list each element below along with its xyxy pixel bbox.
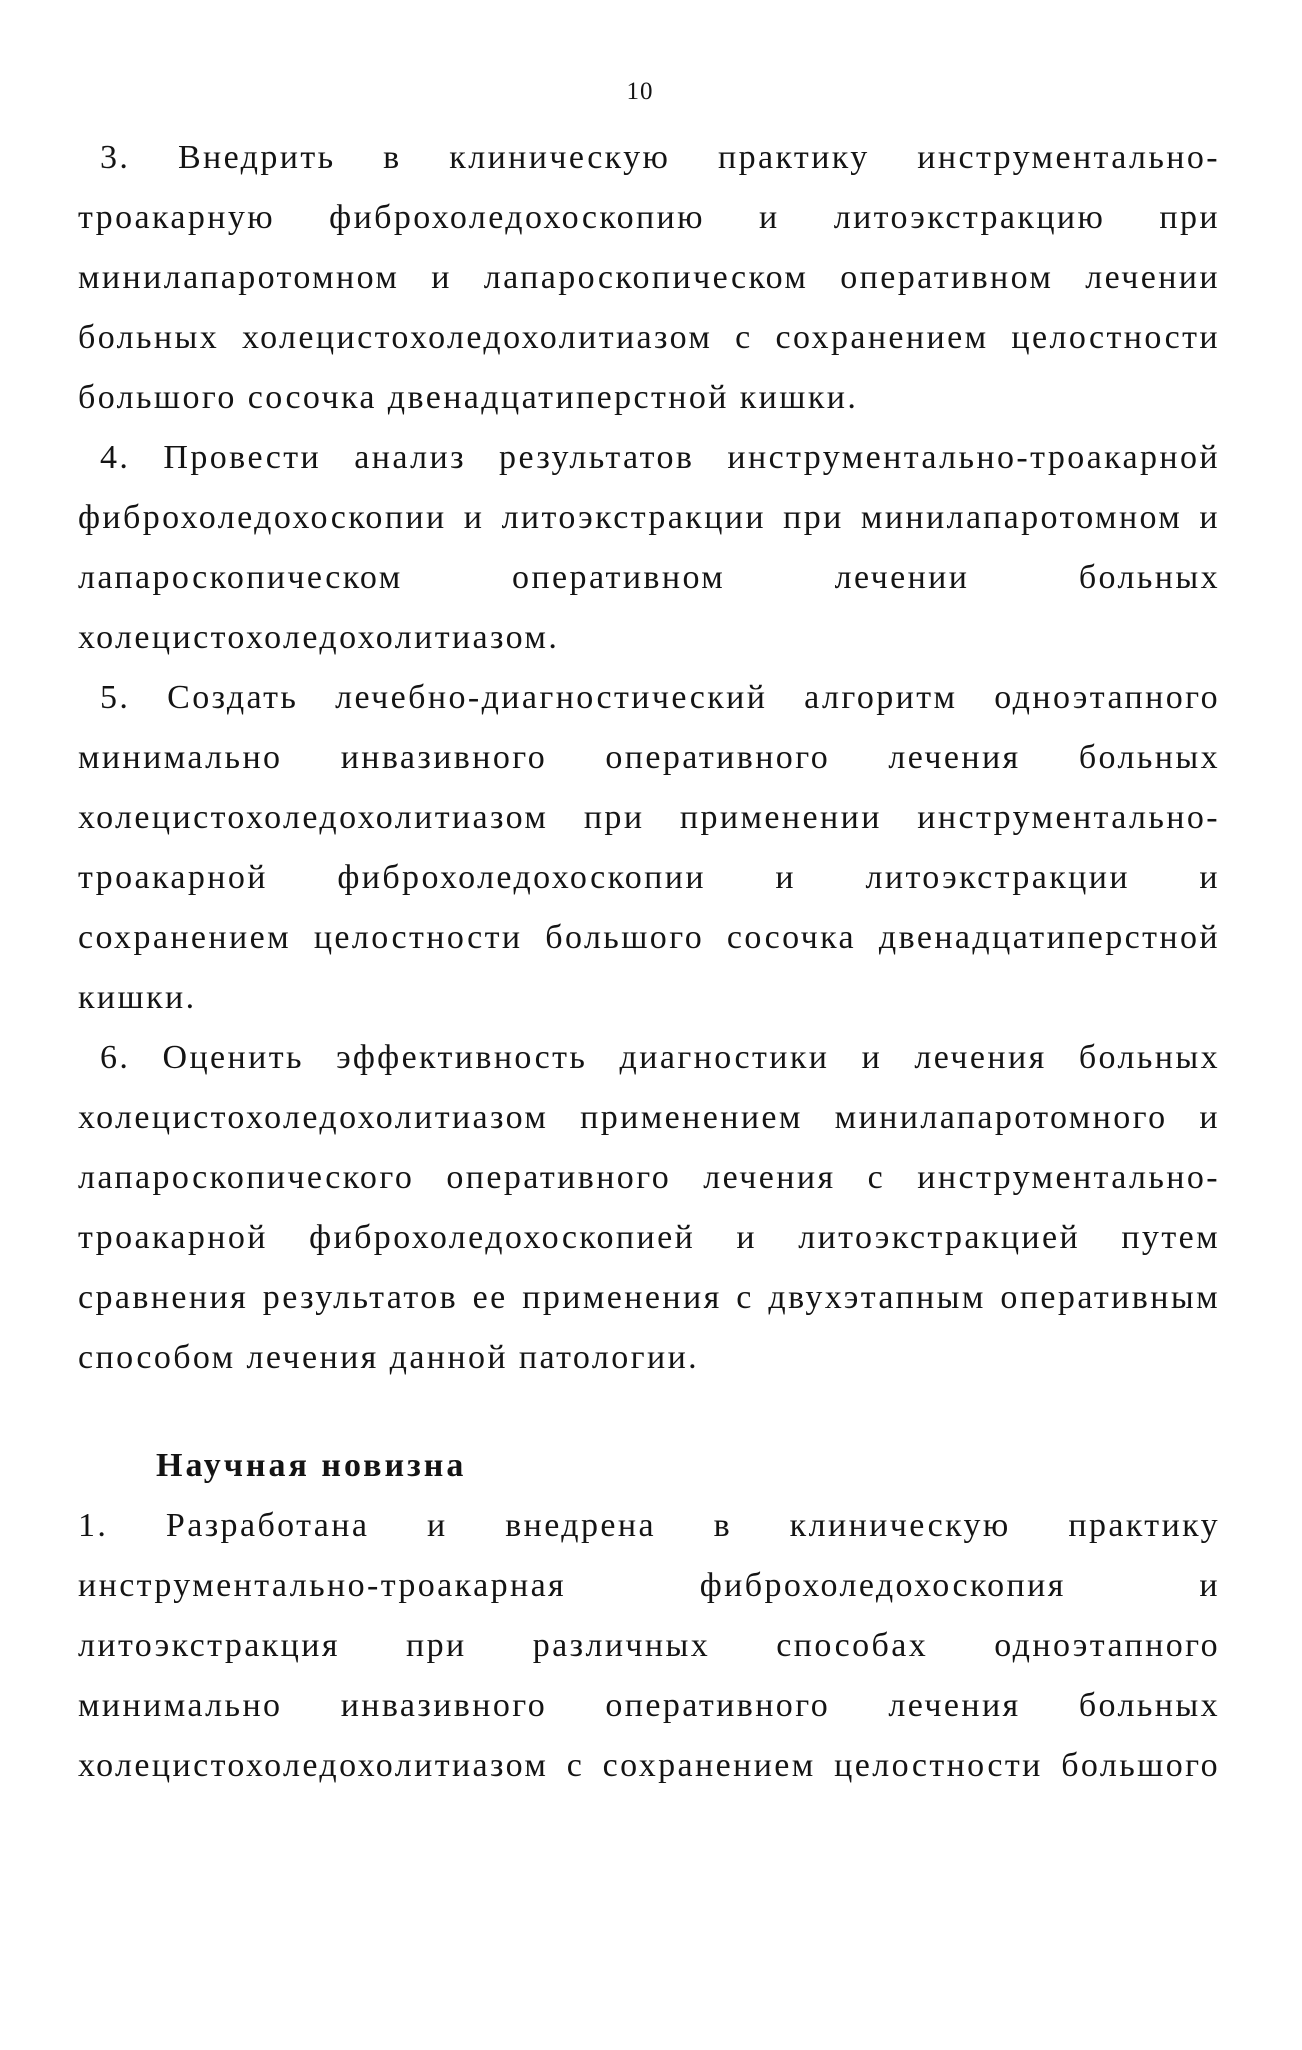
text-line: троакарной фиброхоледохоскопией и литоэкстракцией путем [78,1219,1220,1256]
task-paragraph-3 [78,128,1220,428]
text-line: кишки. [78,979,197,1016]
text-line: холецистохоледохолитиазом при применении инструментально- [78,799,1220,836]
text-line: 1. Разработана и внедрена в клиническую практику [78,1507,1220,1544]
text-line: 5. Создать лечебно-диагностический алгоритм одноэтапного [100,679,1220,716]
section-heading: Научная новизна [156,1447,467,1484]
text-line: большого сосочка двенадцатиперстной кишки. [78,379,859,416]
text-line: холецистохоледохолитиазом применением минилапаротомного и [78,1099,1220,1136]
text-line: инструментально-троакарная фиброхоледохоскопия и [78,1567,1220,1604]
text-line: способом лечения данной патологии. [78,1339,700,1376]
text-line: 6. Оценить эффективность диагностики и лечения больных [100,1039,1220,1076]
task-paragraph-6 [78,1028,1220,1388]
text-line: 4. Провести анализ результатов инструментально-троакарной [100,439,1220,476]
text-line: сохранением целостности большого сосочка двенадцатиперстной [78,919,1220,956]
text-line: лапароскопическом оперативном лечении больных [78,559,1220,596]
text-line: минимально инвазивного оперативного лечения больных [78,739,1220,776]
body-text [78,128,1220,1796]
text-line: троакарную фиброхоледохоскопию и литоэкстракцию при [78,199,1220,236]
text-line: лапароскопического оперативного лечения с инструментально- [78,1159,1220,1196]
text-line: троакарной фиброхоледохоскопии и литоэкстракции и [78,859,1220,896]
novelty-paragraph-1 [78,1496,1220,1796]
text-line: фиброхоледохоскопии и литоэкстракции при минилапаротомном и [78,499,1220,536]
task-paragraph-4 [78,428,1220,668]
text-line: минилапаротомном и лапароскопическом оперативном лечении [78,259,1220,296]
text-line: минимально инвазивного оперативного лечения больных [78,1687,1220,1724]
text-line: сравнения результатов ее применения с двухэтапным оперативным [78,1279,1220,1316]
text-line: холецистохоледохолитиазом. [78,619,560,656]
text-line: холецистохоледохолитиазом с сохранением целостности большого [78,1747,1220,1784]
text-line: больных холецистохоледохолитиазом с сохранением целостности [78,319,1220,356]
text-line: 3. Внедрить в клиническую практику инструментально- [100,139,1220,176]
page-number: 10 [626,78,654,105]
task-paragraph-5 [78,668,1220,1028]
text-line: литоэкстракция при различных способах одноэтапного [78,1627,1220,1664]
